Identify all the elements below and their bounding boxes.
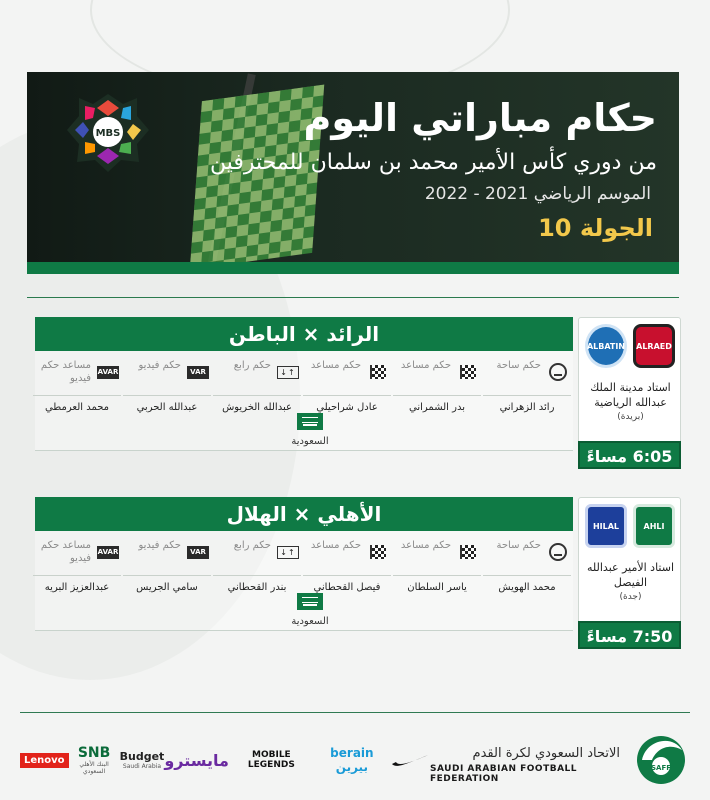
alahli-crest-icon: AHLI — [633, 504, 675, 548]
assistant1-name: ياسر السلطان — [407, 582, 467, 593]
row-divider — [483, 575, 571, 576]
league-subtitle: من دوري كأس الأمير محمد بن سلمان للمحترفين — [209, 150, 657, 175]
page-title: حكام مباراتي اليوم — [303, 96, 657, 140]
var-column — [123, 539, 211, 619]
referees-nationality — [275, 413, 345, 447]
assistant1-column — [393, 539, 481, 619]
fourth-official-name: بندر القحطاني — [227, 582, 287, 593]
albatin-crest-icon: ALBATIN — [585, 324, 627, 368]
saudi-flag-icon — [297, 593, 323, 610]
var-name: عبدالله الحربي — [136, 402, 198, 413]
referee-icon — [547, 363, 569, 381]
saff-branding — [430, 728, 690, 788]
budget-logo-text: Budget — [119, 750, 165, 763]
row-divider — [303, 575, 391, 576]
svg-text:SAFF: SAFF — [650, 764, 672, 772]
role-label: مساعد حكم فيديو — [40, 540, 91, 564]
referee-icon — [547, 543, 569, 561]
role-label: حكم ساحة — [496, 360, 541, 371]
nike-swoosh-icon — [390, 752, 430, 768]
row-divider — [33, 395, 121, 396]
venue-name: استاد الأمير عبدالله الفيصل — [586, 561, 675, 589]
referee-name: محمد الهويش — [498, 582, 556, 593]
substitution-board-icon: ↑↓ — [277, 543, 299, 561]
referees-panel — [35, 351, 573, 451]
federation-name-ar: الاتحاد السعودي لكرة القدم — [472, 746, 620, 761]
mystro-logo: مايسترو — [164, 750, 229, 770]
role-label: مساعد حكم فيديو — [40, 360, 91, 384]
mobile-legends-logo: MOBILE LEGENDS — [247, 750, 295, 770]
venue-info — [579, 560, 682, 605]
snb-logo-subtext: البنك الأهلي السعودي — [79, 761, 109, 775]
row-divider — [213, 395, 301, 396]
saff-falcon-logo-icon — [632, 730, 690, 786]
nationality-label: السعودية — [291, 616, 329, 627]
referees-panel — [35, 531, 573, 631]
role-label: حكم مساعد — [310, 360, 361, 371]
berain-logo: berain بيرين — [330, 746, 374, 774]
referees-nationality — [275, 593, 345, 627]
var-screen-icon: VAR — [187, 363, 209, 381]
assistant2-name: عادل شراحيلي — [316, 402, 378, 413]
team-crests — [585, 324, 675, 368]
role-label: حكم رابع — [233, 540, 271, 551]
header-banner — [27, 72, 679, 274]
nationality-label: السعودية — [291, 436, 329, 447]
footer-divider — [20, 712, 690, 713]
role-label: حكم ساحة — [496, 540, 541, 551]
fourth-official-name: عبدالله الخريوش — [222, 402, 292, 413]
role-label: حكم مساعد — [400, 540, 451, 551]
kickoff-time: 6:05 مساءً — [578, 441, 681, 469]
referee-column — [483, 539, 571, 619]
row-divider — [33, 575, 121, 576]
alhilal-crest-icon: HILAL — [585, 504, 627, 548]
venue-city: (بريدة) — [617, 412, 644, 422]
row-divider — [483, 395, 571, 396]
budget-logo — [120, 750, 165, 770]
row-divider — [393, 575, 481, 576]
role-label: حكم مساعد — [310, 540, 361, 551]
alraed-crest-icon: ALRAED — [633, 324, 675, 368]
venue-info — [579, 380, 682, 425]
row-divider — [303, 395, 391, 396]
round-label: الجولة 10 — [538, 214, 653, 242]
team-crests — [585, 504, 675, 548]
referee-name: رائد الزهراني — [499, 402, 555, 413]
avar-screen-icon: AVAR — [97, 543, 119, 561]
venue-name: استاد مدينة الملك عبدالله الرياضية — [590, 381, 671, 409]
avar-name: محمد العرمطي — [44, 402, 110, 413]
checkered-flag-icon — [457, 543, 479, 561]
checkered-flag-icon — [367, 543, 389, 561]
kickoff-time: 7:50 مساءً — [578, 621, 681, 649]
var-screen-icon: VAR — [187, 543, 209, 561]
var-column — [123, 359, 211, 439]
row-divider — [123, 395, 211, 396]
mbs-league-logo-icon — [65, 90, 151, 176]
role-label: حكم فيديو — [138, 360, 181, 371]
lenovo-logo: Lenovo — [20, 753, 69, 768]
avar-screen-icon: AVAR — [97, 363, 119, 381]
var-name: سامي الجريس — [136, 582, 198, 593]
avar-name: عبدالعزيز البريه — [44, 582, 110, 593]
referee-column — [483, 359, 571, 439]
venue-city: (جدة) — [619, 592, 642, 602]
row-divider — [123, 575, 211, 576]
role-label: حكم رابع — [233, 360, 271, 371]
role-label: حكم مساعد — [400, 360, 451, 371]
avar-column — [33, 539, 121, 619]
assistant1-name: بدر الشمراني — [409, 402, 465, 413]
checkered-flag-icon — [367, 363, 389, 381]
snb-logo — [69, 745, 120, 775]
substitution-board-icon: ↑↓ — [277, 363, 299, 381]
avar-column — [33, 359, 121, 439]
checkered-flag-icon — [457, 363, 479, 381]
assistant2-name: فيصل القحطاني — [313, 582, 381, 593]
match-title: الأهلي × الهلال — [35, 497, 573, 531]
row-divider — [393, 395, 481, 396]
role-label: حكم فيديو — [138, 540, 181, 551]
season-label: الموسم الرياضي 2021 - 2022 — [424, 184, 651, 204]
saudi-flag-icon — [297, 413, 323, 430]
svg-text:MBS: MBS — [95, 128, 121, 139]
assistant1-column — [393, 359, 481, 439]
row-divider — [213, 575, 301, 576]
match-title: الرائد × الباطن — [35, 317, 573, 351]
budget-logo-subtext: Saudi Arabia — [122, 763, 161, 770]
snb-logo-text: SNB — [77, 745, 111, 761]
sponsors-row — [20, 735, 430, 785]
section-divider — [27, 297, 679, 298]
federation-name-en: SAUDI ARABIAN FOOTBALL FEDERATION — [430, 764, 578, 784]
